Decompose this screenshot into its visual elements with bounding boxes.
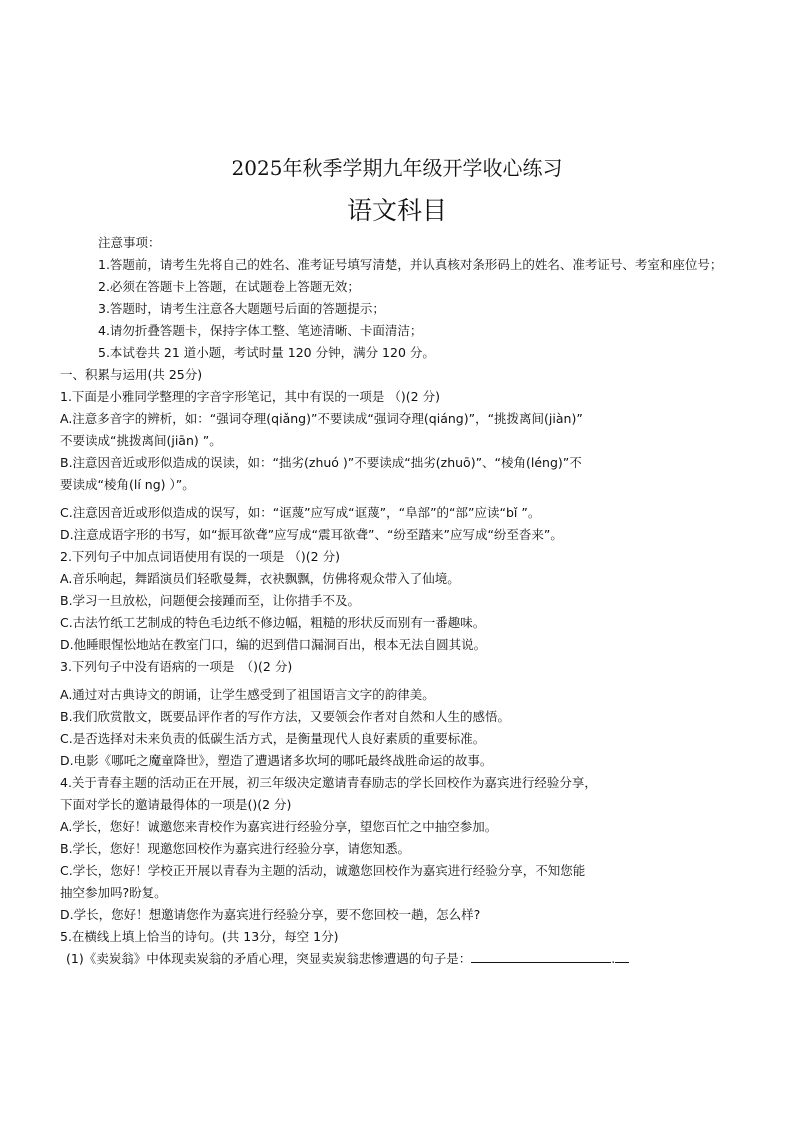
question-2-option-d: D.他睡眼惺忪地站在教室门口，编的迟到借口漏洞百出，根本无法自圆其说。	[60, 637, 487, 652]
question-4-option-c: C.学长，您好！学校正开展以青春为主题的活动，诚邀您回校作为嘉宾进行经验分享，不知您能	[60, 863, 586, 878]
question-5-item-1	[66, 948, 732, 970]
question-3-option-d: D.电影《哪吒之魔童降世》，塑造了遭遇诸多坎坷的哪吒最终战胜命运的故事。	[60, 753, 493, 768]
question-4-stem: 4.关于青春主题的活动正在开展，初三年级决定邀请青春励志的学长回校作为嘉宾进行经验分享，	[60, 775, 597, 790]
question-2-stem: 2.下列句子中加点词语使用有误的一项是 （)(2 分)	[60, 549, 340, 564]
question-4-option-d: D.学长，您好！想邀请您作为嘉宾进行经验分享，要不您回校一趟，怎么样?	[60, 907, 481, 922]
question-1-option-a-cont: 不要读成“挑拨离间(jiān) ”。	[60, 433, 222, 448]
subject-title: 语文科目	[346, 196, 447, 225]
notice-item-5: 5.本试卷共 21 道小题，考试时量 120 分钟，满分 120 分。	[98, 345, 435, 360]
question-3-option-b: B.我们欣赏散文，既要品评作者的写作方法，又要领会作者对自然和人生的感悟。	[60, 709, 511, 724]
question-3-option-a: A.通过对古典诗文的朗诵，让学生感受到了祖国语言文字的韵律美。	[60, 687, 435, 702]
question-5-item-1-end: .	[611, 951, 616, 966]
question-4-option-b: B.学长，您好！现邀您回校作为嘉宾进行经验分享，请您知悉。	[60, 841, 411, 856]
question-1-option-c: C.注意因音近或形似造成的误写，如：“诓蔑”应写成“诓蔑”，“阜部”的“部”应读“bǐ ”。	[60, 505, 541, 520]
notice-item-2: 2.必须在答题卡上答题，在试题卷上答题无效；	[98, 279, 360, 294]
exam-body	[60, 232, 732, 970]
question-1-stem: 1.下面是小雅同学整理的字音字形笔记，其中有误的一项是 （)(2 分)	[60, 389, 440, 404]
question-2-option-c: C.古法竹纸工艺制成的特色毛边纸不修边幅，粗糙的形状反而别有一番趣味。	[60, 615, 486, 630]
notice-heading: 注意事项：	[98, 235, 161, 250]
question-5-stem: 5.在横线上填上恰当的诗句。(共 13分，每空 1分)	[60, 929, 339, 944]
notice-item-1: 1.答题前，请考生先将自己的姓名、准考证号填写清楚，并认真核对条形码上的姓名、准考证号、考室和座位号；	[98, 257, 723, 272]
question-1-option-d: D.注意成语字形的书写，如“振耳欲聋”应写成“震耳欲聋”、“纷至踏来”应写成“纷至沓来”。	[60, 527, 563, 542]
question-1-option-b-cont: 要读成“棱角(lí ng) ）”。	[60, 477, 195, 492]
section-heading: 一、积累与运用(共 25分)	[60, 367, 203, 382]
question-4-option-a: A.学长，您好！诚邀您来青校作为嘉宾进行经验分享，望您百忙之中抽空参加。	[60, 819, 498, 834]
answer-blank[interactable]	[471, 948, 611, 963]
notice-item-4: 4.请勿折叠答题卡，保持字体工整、笔迹清晰、卡面清洁；	[98, 323, 423, 338]
exam-title: 2025年秋季学期九年级开学收心练习	[231, 156, 563, 180]
question-4-stem-cont: 下面对学长的邀请最得体的一项是()(2 分)	[60, 797, 292, 812]
question-3-option-c: C.是否选择对未来负责的低碳生活方式，是衡量现代人良好素质的重要标准。	[60, 731, 486, 746]
question-2-option-b: B.学习一旦放松，问题便会接踵而至，让你措手不及。	[60, 593, 361, 608]
question-3-stem: 3.下列句子中没有语病的一项是 （)(2 分)	[60, 659, 293, 674]
question-1-option-b: B.注意因音近或形似造成的误读，如：“拙劣(zhuó )”不要读成“拙劣(zhuō)”、“棱角(léng)”不	[60, 455, 582, 470]
question-4-option-c-cont: 抽空参加吗?盼复。	[60, 885, 167, 900]
notice-item-3: 3.答题时，请考生注意各大题题号后面的答题提示；	[98, 301, 385, 316]
answer-blank-short[interactable]	[615, 948, 629, 963]
question-5-item-1-text: (1)《卖炭翁》中体现卖炭翁的矛盾心理，突显卖炭翁悲惨遭遇的句子是：	[66, 951, 472, 966]
question-1-option-a: A.注意多音字的辨析，如：“强词夺理(qiǎng)”不要读成“强词夺理(qiáng)”，“挑拨离间(jiàn)”	[60, 411, 583, 426]
question-2-option-a: A.音乐响起，舞蹈演员们轻歌曼舞，衣袂飘飘，仿佛将观众带入了仙境。	[60, 571, 460, 586]
